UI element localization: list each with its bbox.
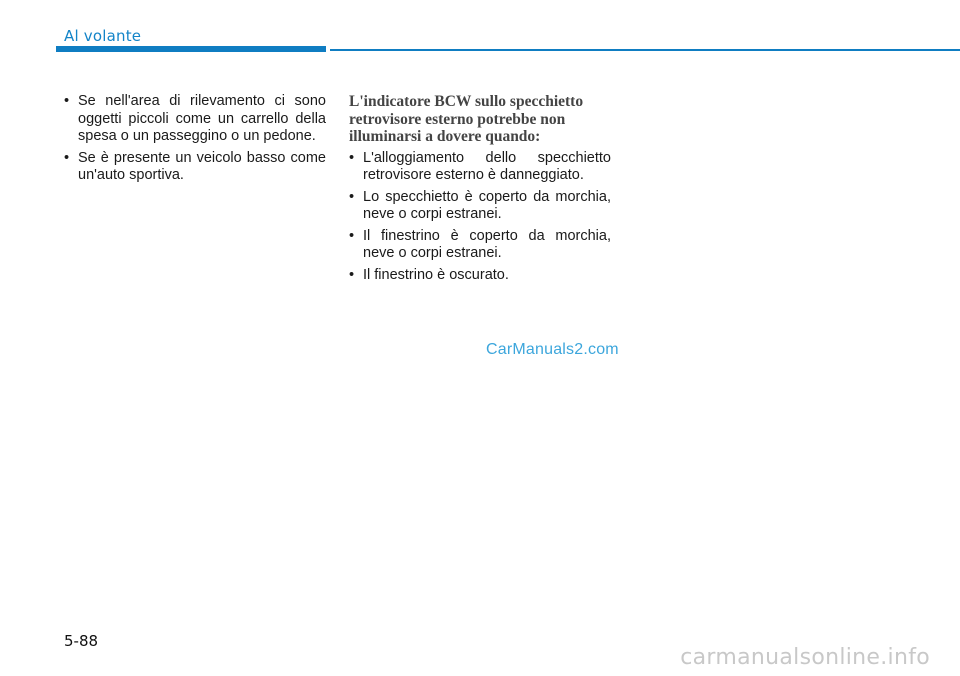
bullet-icon: • — [349, 149, 355, 166]
header-rule-thick — [56, 46, 326, 52]
list-item — [64, 150, 326, 185]
header-rule-thin — [330, 49, 960, 51]
section-title: Al volante — [64, 27, 142, 45]
bcw-indicator-heading: L'indicatore BCW sullo specchietto retrovisore esterno potrebbe non illuminarsi a dovere quando: — [349, 93, 584, 145]
bullet-icon: • — [64, 93, 70, 109]
footer-site-mark: carmanualsonline.info — [680, 645, 930, 670]
list-item-text: Il finestrino è coperto da morchia, neve o corpi estranei. — [363, 227, 611, 261]
right-bullet-list — [349, 150, 611, 285]
left-column — [64, 93, 326, 189]
list-item-text: Se è presente un veicolo basso come un'auto sportiva. — [78, 149, 326, 183]
list-item — [349, 267, 611, 285]
list-item-text: Lo specchietto è coperto da morchia, neve o corpi estranei. — [363, 188, 611, 222]
bullet-icon: • — [349, 188, 355, 205]
list-item-text: Il finestrino è oscurato. — [363, 266, 509, 283]
bullet-icon: • — [64, 149, 70, 166]
watermark-link[interactable]: CarManuals2.com — [486, 341, 619, 358]
list-item — [349, 150, 611, 185]
page-number: 5-88 — [64, 632, 99, 650]
bullet-icon: • — [349, 227, 355, 244]
left-bullet-list — [64, 93, 326, 185]
bullet-icon: • — [349, 266, 355, 283]
list-item — [349, 189, 611, 224]
right-column — [349, 93, 611, 288]
list-item — [64, 93, 326, 146]
list-item — [349, 228, 611, 263]
list-item-text: L'alloggiamento dello specchietto retrovisore esterno è danneggiato. — [363, 149, 611, 183]
list-item-text: Se nell'area di rilevamento ci sono oggetti piccoli come un carrello della spesa o un passeggino o un pedone. — [78, 93, 326, 144]
